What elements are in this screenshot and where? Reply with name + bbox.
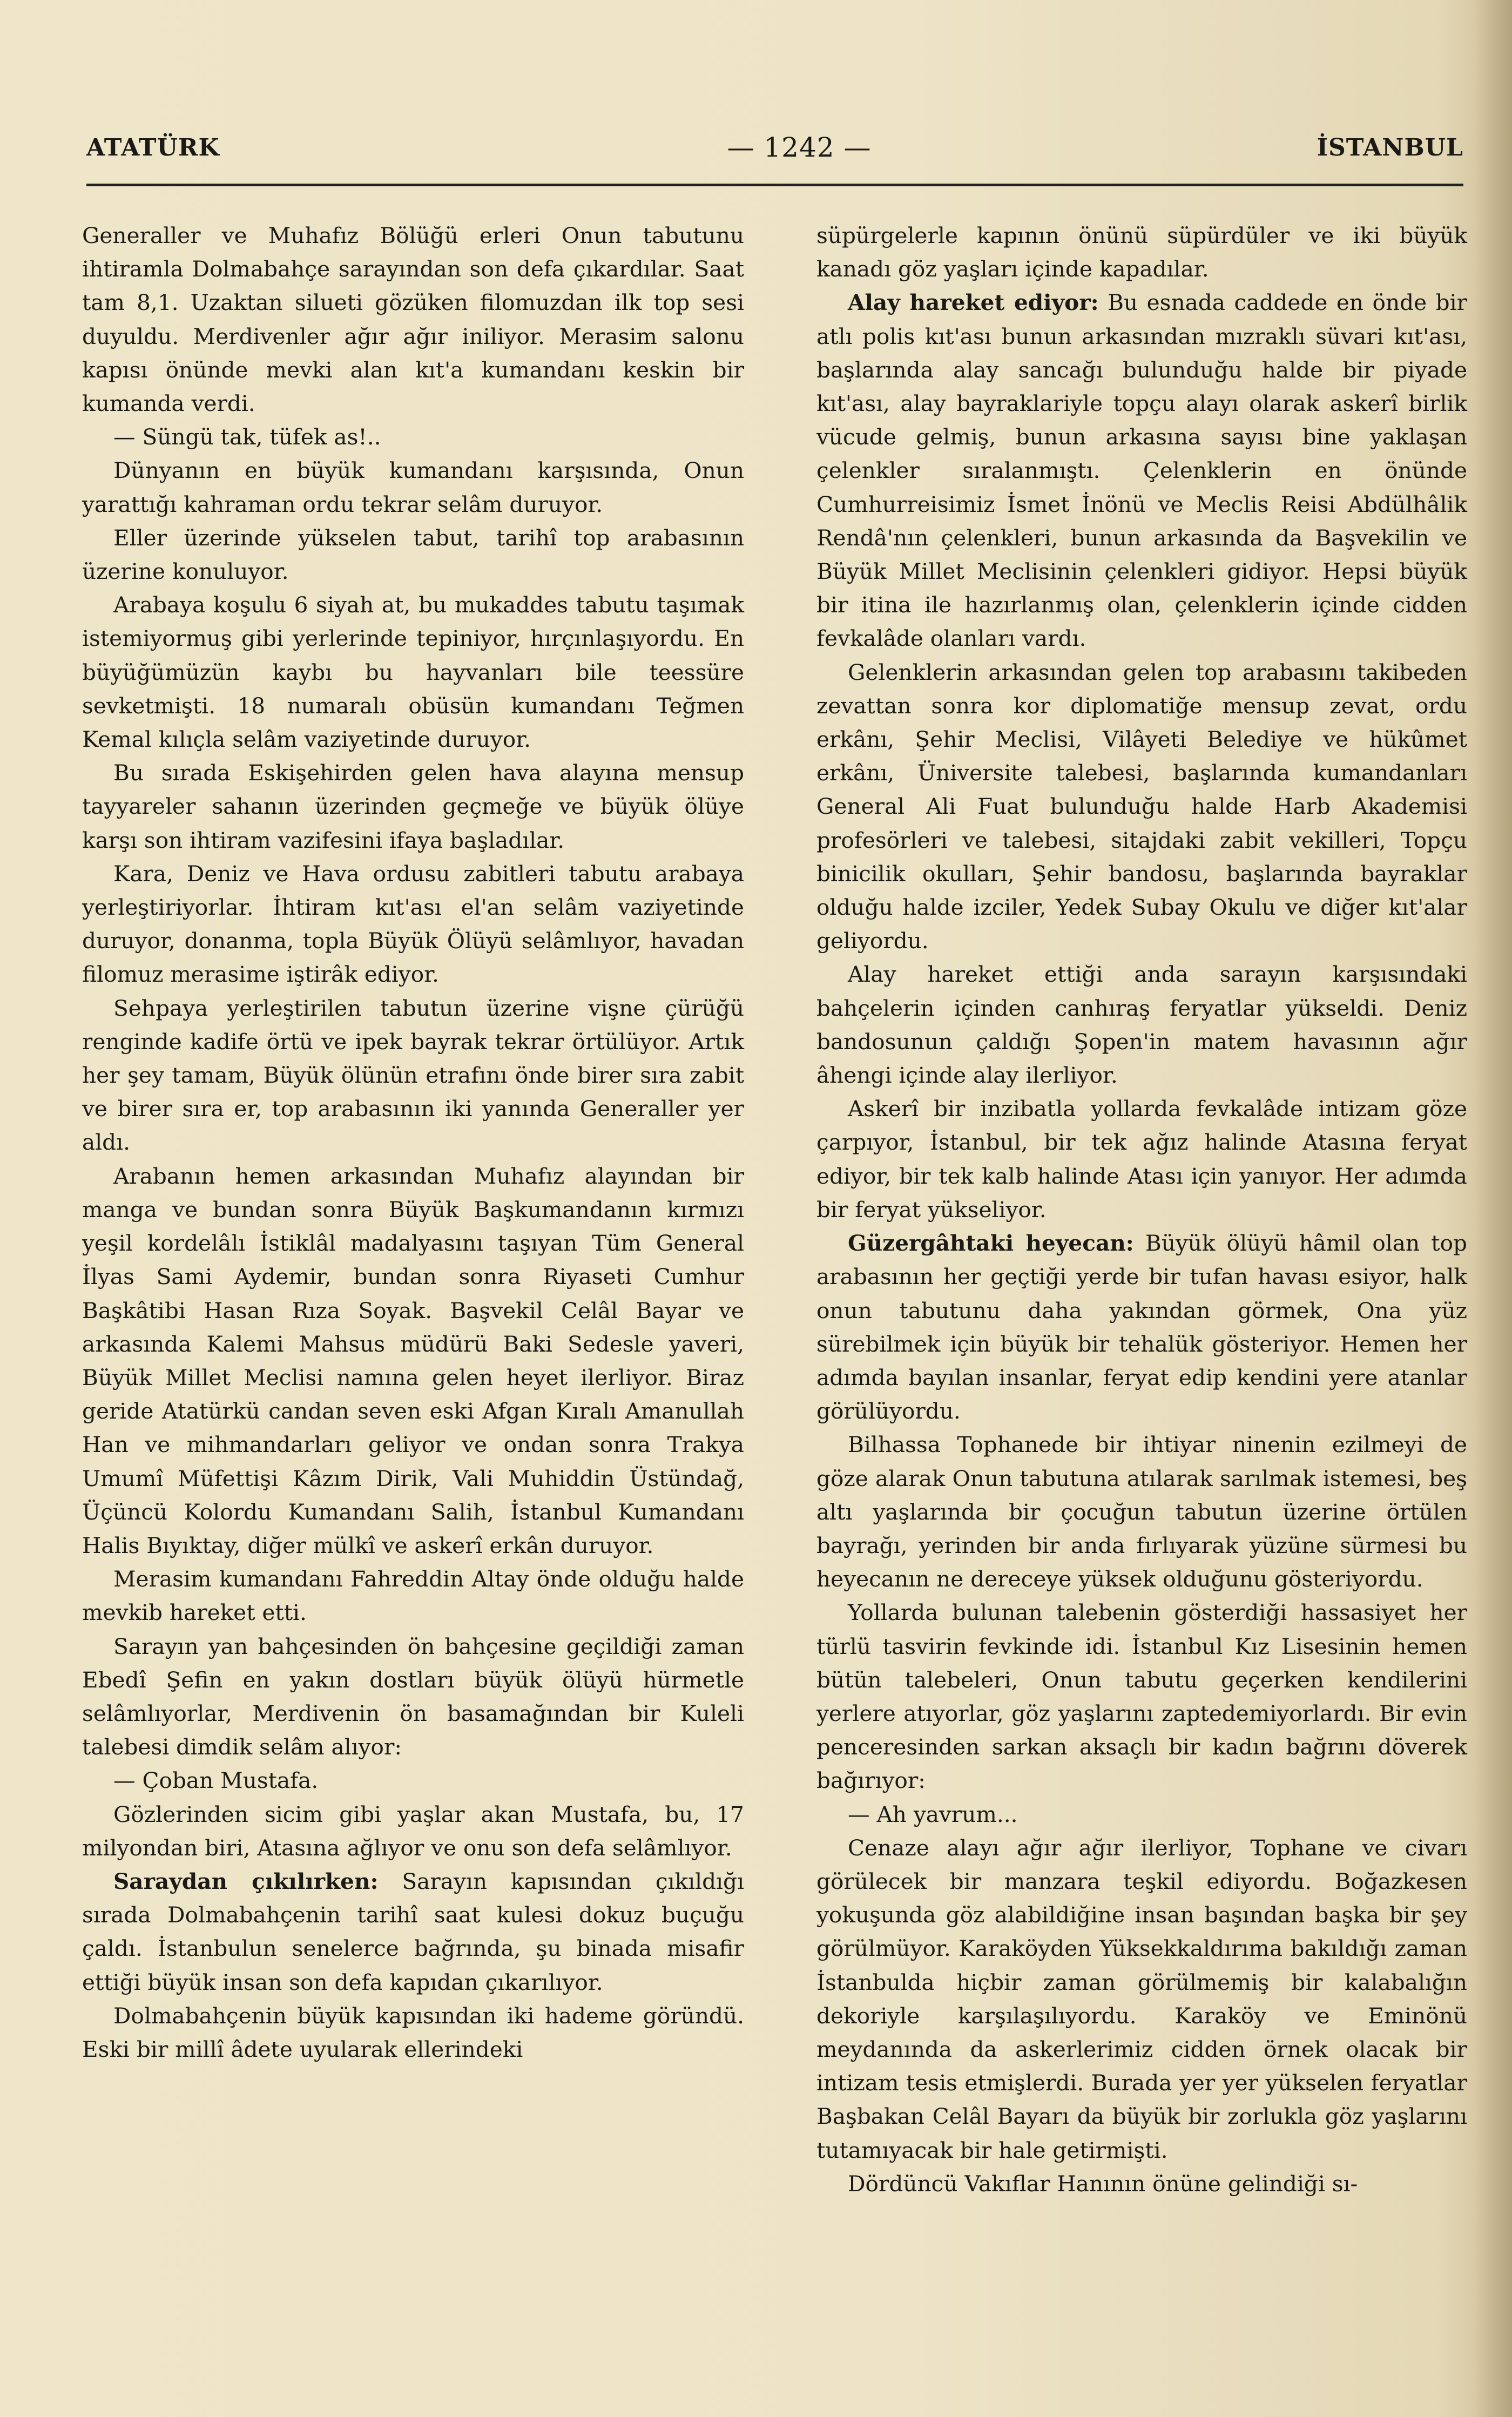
paragraph-text: Cenaze alayı ağır ağır ilerliyor, Tophane ve civarı görülecek bir manzara teşkil ediyordu. Boğazkesen yokuşunda göz alabildiğine insan başından başka bir şey görülmüyor. Karaköyden Yüksekkaldırıma bakıldığı zaman İstanbulda hiçbir zaman görülmemiş bir kalabalığın dekoriyle karşılaşılıyordu. Karaköy ve Eminönü meydanında da askerlerimiz cidden örnek olacak bir intizam tesis etmişlerdi. Burada yer yer yükselen feryatlar Başbakan Celâl Bayarı da büyük bir zorlukla göz yaşlarını tutamıyacak bir hale getirmişti. [816, 1834, 1467, 2163]
left-column [82, 219, 744, 2066]
paragraph [816, 219, 1467, 286]
paragraph-lead: Güzergâhtaki heyecan: [848, 1230, 1134, 1257]
paragraph [816, 2167, 1467, 2200]
paragraph [82, 454, 744, 521]
paragraph-text: Arabaya koşulu 6 siyah at, bu mukaddes tabutu taşımak istemiyormuş gibi yerlerinde tepiniyor, hırçınlaşıyordu. En büyüğümüzün kaybı bu hayvanları bile teessüre sevketmişti. 18 numaralı obüsün kumandanı Teğmen Kemal kılıçla selâm vaziyetinde duruyor. [82, 592, 744, 753]
paragraph-lead: Alay hareket ediyor: [848, 289, 1099, 316]
paragraph-text: — Ah yavrum... [848, 1801, 1018, 1827]
paragraph-text: Bilhassa Tophanede bir ihtiyar ninenin ezilmeyi de göze alarak Onun tabutuna atılarak sarılmak istemesi, beş altı yaşlarında bir çocuğun tabutun üzerine örtülen bayrağı, yerinden bir anda fırlıyarak yüzüne sürmesi bu heyecanın ne dereceye yüksek olduğunu gösteriyordu. [816, 1432, 1467, 1592]
paragraph-text: Sarayın kapısından çıkıldığı sırada Dolmabahçenin tarihî saat kulesi dokuz buçuğu çaldı. İstanbulun senelerce bağrında, şu binada misafir ettiği büyük insan son defa kapıdan çıkarılıyor. [82, 1868, 744, 1995]
paragraph-text: — Çoban Mustafa. [113, 1767, 319, 1794]
paragraph-text: Sehpaya yerleştirilen tabutun üzerine vişne çürüğü renginde kadife örtü ve ipek bayrak tekrar örtülüyor. Artık her şey tamam, Büyük ölünün etrafını önde birer sıra zabit ve birer sıra er, top arabasının iki yanında Generaller yer aldı. [82, 995, 744, 1156]
paragraph-text: Kara, Deniz ve Hava ordusu zabitleri tabutu arabaya yerleştiriyorlar. İhtiram kıt'ası el'an selâm vaziyetinde duruyor, donanma, topla Büyük Ölüyü selâmlıyor, havadan filomuz merasime iştirâk ediyor. [82, 860, 744, 988]
paragraph-text: Dolmabahçenin büyük kapısından iki hademe göründü. Eski bir millî âdete uyularak ellerindeki [82, 2002, 744, 2062]
paragraph [82, 420, 744, 454]
paragraph [82, 588, 744, 756]
paragraph [816, 1831, 1467, 2167]
paragraph [82, 1999, 744, 2066]
paragraph [82, 756, 744, 857]
paragraph [82, 1865, 744, 1999]
paragraph-text: Arabanın hemen arkasından Muhafız alayından bir manga ve bundan sonra Büyük Başkumandanın kırmızı yeşil kordelâlı İstiklâl madalyasını taşıyan Tüm General İlyas Sami Aydemir, bundan sonra Riyaseti Cumhur Başkâtibi Hasan Rıza Soyak. Başvekil Celâl Bayar ve arkasında Kalemi Mahsus müdürü Baki Sedesle yaveri, Büyük Millet Meclisi namına gelen heyet ilerliyor. Biraz geride Atatürkü candan seven eski Afgan Kıralı Amanullah Han ve mihmandarları geliyor ve ondan sonra Trakya Umumî Müfettişi Kâzım Dirik, Vali Muhiddin Üstündağ, Üçüncü Kolordu Kumandanı Salih, İstanbul Kumandanı Halis Bıyıktay, diğer mülkî ve askerî erkân duruyor. [82, 1163, 744, 1558]
header-rule [86, 184, 1463, 186]
paragraph [816, 1092, 1467, 1226]
paragraph-lead: Saraydan çıkılırken: [113, 1868, 379, 1894]
paragraph [82, 219, 744, 420]
right-column [816, 219, 1467, 2200]
paragraph-text: Gelenklerin arkasından gelen top arabasını takibeden zevattan sonra kor diplomatiğe mensup zevat, ordu erkânı, Şehir Meclisi, Vilâyeti Belediye ve hükûmet erkânı, Üniversite talebesi, başlarında kumandanları General Ali Fuat bulunduğu halde Harb Akademisi profesörleri ve talebesi, sitajdaki zabit vekilleri, Topçu binicilik okulları, Şehir bandosu, başlarında bayraklar olduğu halde izciler, Yedek Subay Okulu ve diğer kıt'alar geliyordu. [816, 659, 1467, 954]
paragraph [816, 1428, 1467, 1596]
paragraph [816, 656, 1467, 958]
paragraph [816, 1798, 1467, 1831]
paragraph-text: Yollarda bulunan talebenin gösterdiği hassasiyet her türlü tasvirin fevkinde idi. İstanbul Kız Lisesinin hemen bütün talebeleri, Onun tabutu geçerken kendilerini yerlere atıyorlar, göz yaşlarını zaptedemiyorlardı. Bir evin penceresinden sarkan aksaçlı bir kadın bağrını döverek bağırıyor: [816, 1599, 1467, 1794]
paragraph-text: Eller üzerinde yükselen tabut, tarihî top arabasının üzerine konuluyor. [82, 524, 744, 585]
paragraph [82, 1562, 744, 1629]
paragraph-text: Merasim kumandanı Fahreddin Altay önde olduğu halde mevkib hareket etti. [82, 1566, 744, 1626]
paragraph [82, 1764, 744, 1797]
paragraph-text: Generaller ve Muhafız Bölüğü erleri Onun tabutunu ihtiramla Dolmabahçe sarayından son defa çıkardılar. Saat tam 8,1. Uzaktan silueti gözüken filomuzdan ilk top sesi duyuldu. Merdivenler ağır ağır iniliyor. Merasim salonu kapısı önünde mevki alan kıt'a kumandanı keskin bir kumanda verdi. [82, 222, 744, 417]
paragraph-text: süpürgelerle kapının önünü süpürdüler ve iki büyük kanadı göz yaşları içinde kapadılar. [816, 222, 1467, 282]
paragraph-text: Büyük ölüyü hâmil olan top arabasının her geçtiği yerde bir tufan havası esiyor, halk onun tabutunu daha yakından görmek, Ona yüz sürebilmek için büyük bir tehalük gösteriyor. Hemen her adımda bayılan insanlar, feryat edip kendini yere atanlar görülüyordu. [816, 1230, 1468, 1424]
paragraph-text: Alay hareket ettiği anda sarayın karşısındaki bahçelerin içinden canhıraş feryatlar yükseldi. Deniz bandosunun çaldığı Şopen'in matem havasının ağır âhengi içinde alay ilerliyor. [816, 961, 1467, 1089]
paragraph [82, 1159, 744, 1562]
header-book-title: ATATÜRK [86, 134, 220, 161]
paragraph [82, 991, 744, 1159]
paragraph [82, 1630, 744, 1764]
paragraph-text: Bu sırada Eskişehirden gelen hava alayına mensup tayyareler sahanın üzerinden geçmeğe ve büyük ölüye karşı son ihtiram vazifesini ifaya başladılar. [82, 760, 744, 853]
paragraph [82, 1798, 744, 1865]
paragraph-text: Sarayın yan bahçesinden ön bahçesine geçildiği zaman Ebedî Şefin en yakın dostları büyük ölüyü hürmetle selâmlıyorlar, Merdivenin ön basamağından bir Kuleli talebesi dimdik selâm alıyor: [82, 1633, 744, 1760]
paragraph-text: Dünyanın en büyük kumandanı karşısında, Onun yarattığı kahraman ordu tekrar selâm duruyor. [82, 457, 744, 517]
page-number: — 1242 — [727, 132, 872, 163]
paragraph [816, 1596, 1467, 1797]
paragraph [816, 286, 1467, 655]
paragraph [82, 521, 744, 588]
running-header [86, 134, 1463, 177]
page-edge-shadow [1474, 0, 1512, 2417]
paragraph [816, 957, 1467, 1092]
header-city: İSTANBUL [1317, 134, 1463, 161]
paragraph [82, 857, 744, 991]
paragraph-text: Gözlerinden sicim gibi yaşlar akan Mustafa, bu, 17 milyondan biri, Atasına ağlıyor ve onu son defa selâmlıyor. [82, 1801, 744, 1861]
paragraph [816, 1226, 1467, 1428]
paragraph-text: Bu esnada caddede en önde bir atlı polis kıt'ası bunun arkasından mızraklı süvari kıt'ası, başlarında alay sancağı bulunduğu halde bir piyade kıt'ası, alay bayraklariyle topçu alayı olarak askerî birlik vücude gelmiş, bunun arkasına sayısı bine yaklaşan çelenkler sıralanmıştı. Çelenklerin en önünde Cumhurreisimiz İsmet İnönü ve Meclis Reisi Abdülhâlik Rendâ'nın çelenkleri, bunun arkasında da Başvekilin ve Büyük Millet Meclisinin çelenkleri gidiyor. Hepsi büyük bir itina ile hazırlanmış olan, çelenklerin içinde cidden fevkalâde olanları vardı. [816, 289, 1468, 652]
paragraph-text: — Süngü tak, tüfek as!.. [113, 424, 381, 450]
paragraph-text: Askerî bir inzibatla yollarda fevkalâde intizam göze çarpıyor, İstanbul, bir tek ağız halinde Atasına feryat ediyor, bir tek kalb halinde Atası için yanıyor. Her adımda bir feryat yükseliyor. [816, 1096, 1467, 1223]
paragraph-text: Dördüncü Vakıflar Hanının önüne gelindiği sı- [848, 2170, 1358, 2197]
